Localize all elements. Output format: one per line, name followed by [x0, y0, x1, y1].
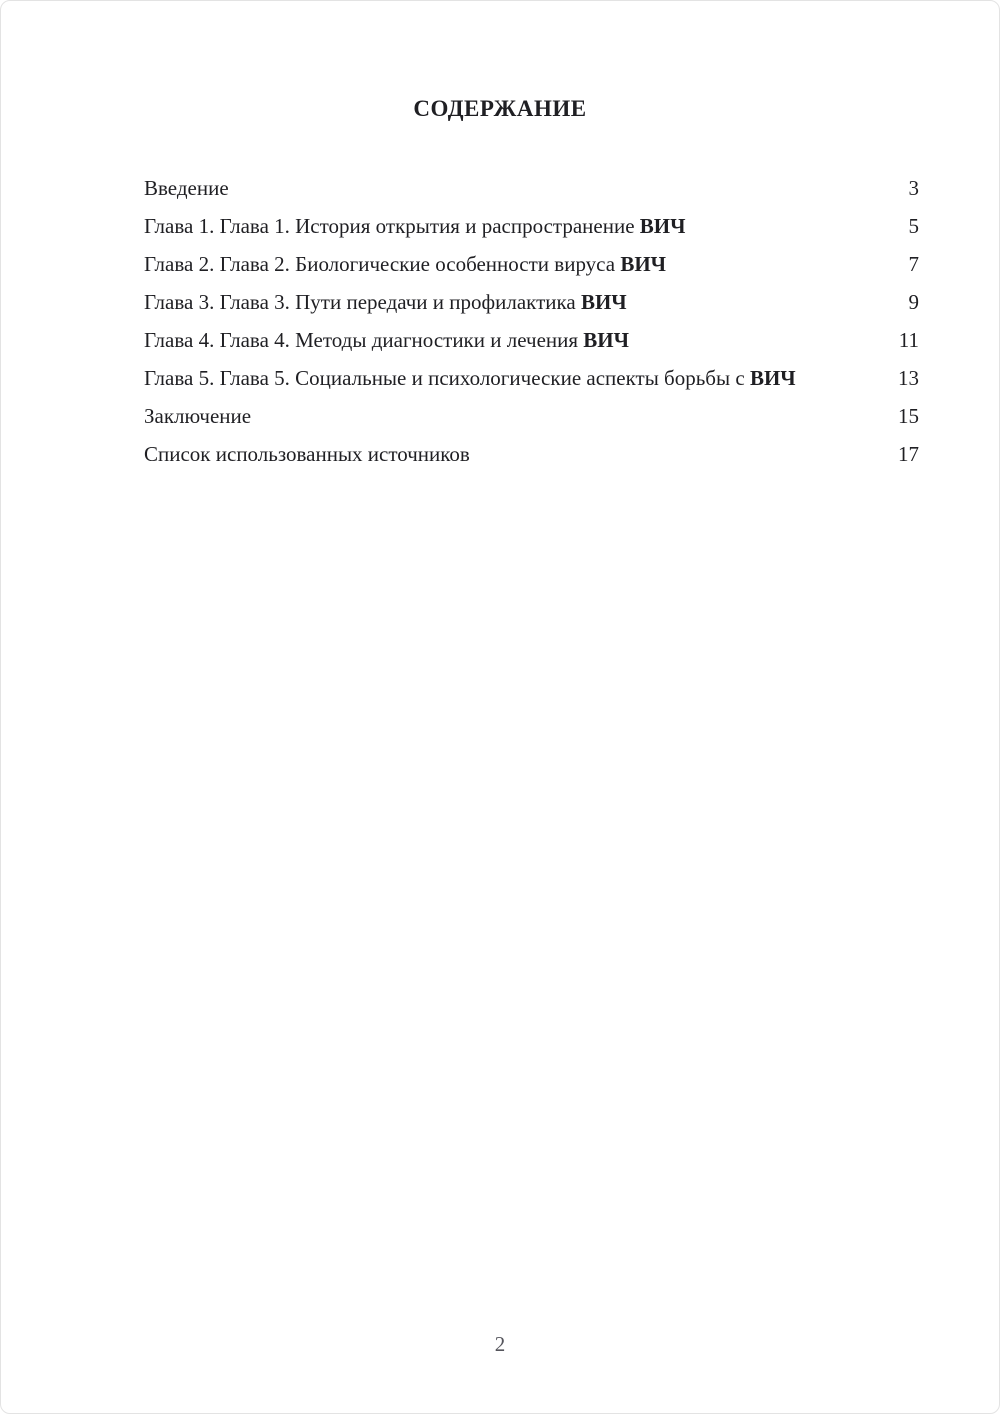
toc-entry-page: 5 [908, 214, 919, 238]
toc-entry-label [144, 245, 666, 283]
toc-entry [144, 359, 919, 397]
toc-entry-page: 7 [908, 252, 919, 276]
toc-entry-text: Глава 3. Глава 3. Пути передачи и профилактика [144, 290, 581, 314]
toc-entry [144, 283, 919, 321]
toc-entry-label [144, 321, 629, 359]
table-of-contents [144, 169, 919, 473]
toc-entry-label [144, 435, 470, 473]
footer-page-number: 2 [494, 1332, 506, 1356]
toc-entry [144, 169, 919, 207]
toc-entry-label [144, 169, 229, 207]
toc-entry-text: Введение [144, 176, 229, 200]
toc-entry-label [144, 283, 627, 321]
toc-entry [144, 397, 919, 435]
toc-entry-page: 15 [898, 404, 919, 428]
toc-entry-label [144, 359, 796, 397]
toc-entry-text: Глава 4. Глава 4. Методы диагностики и лечения [144, 328, 584, 352]
toc-entry [144, 321, 919, 359]
toc-entry-label [144, 207, 686, 245]
toc-entry-page: 9 [908, 290, 919, 314]
toc-entry-text-bold: ВИЧ [749, 366, 796, 390]
toc-entry [144, 207, 919, 245]
toc-entry-text-bold: ВИЧ [620, 252, 667, 276]
page-title: СОДЕРЖАНИЕ [413, 96, 587, 121]
toc-entry-text-bold: ВИЧ [639, 214, 686, 238]
toc-entry-page: 17 [898, 442, 919, 466]
toc-entry-page: 13 [898, 366, 919, 390]
toc-entry-text-bold: ВИЧ [580, 290, 627, 314]
toc-entry-text: Глава 1. Глава 1. История открытия и распространение [144, 214, 640, 238]
toc-entry-page: 11 [898, 328, 919, 352]
toc-entry [144, 245, 919, 283]
toc-entry-text: Глава 5. Глава 5. Социальные и психологические аспекты борьбы с [144, 366, 750, 390]
toc-entry-page: 3 [908, 176, 919, 200]
toc-entry-text: Список использованных источников [144, 442, 470, 466]
toc-entry-text-bold: ВИЧ [583, 328, 630, 352]
toc-entry-text: Заключение [144, 404, 252, 428]
toc-entry [144, 435, 919, 473]
toc-entry-text: Глава 2. Глава 2. Биологические особенности вируса [144, 252, 621, 276]
toc-entry-label [144, 397, 251, 435]
